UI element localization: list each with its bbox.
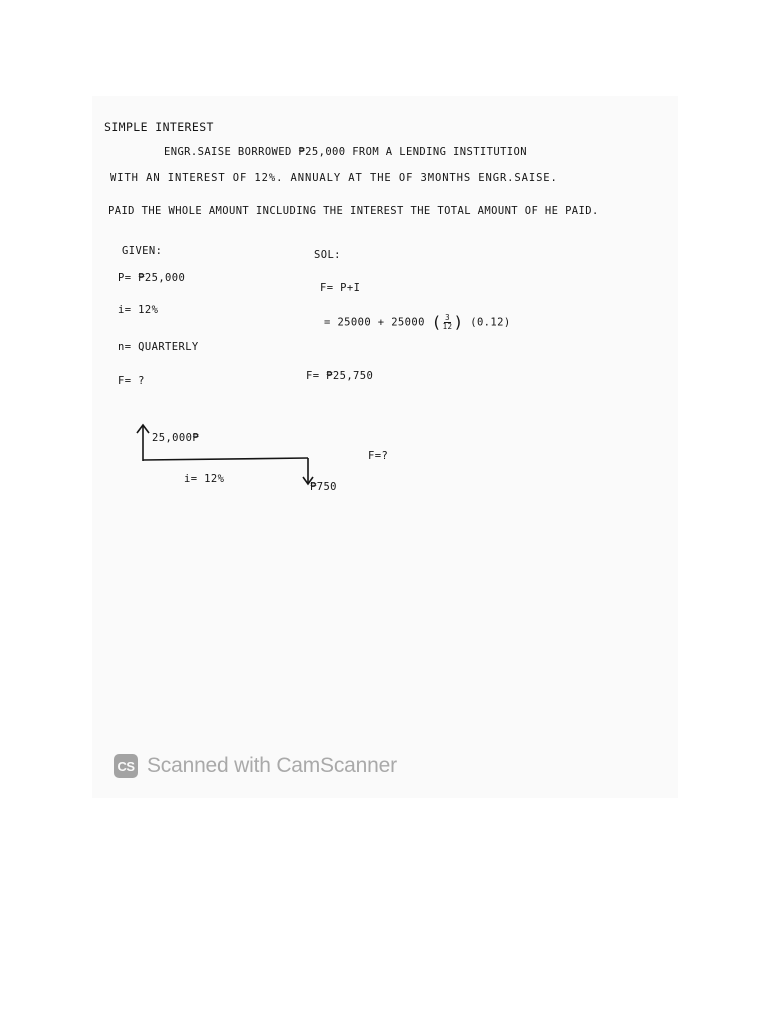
solution-answer: F= ₱25,750 bbox=[306, 370, 374, 382]
given-principal: P= ₱25,000 bbox=[118, 272, 186, 284]
cash-flow-diagram bbox=[92, 96, 678, 798]
diagram-interest: ₱750 bbox=[310, 481, 337, 493]
fraction-numerator: 3 bbox=[445, 313, 450, 322]
solution-formula: F= P+I bbox=[320, 282, 361, 294]
solution-step-suffix: (0.12) bbox=[470, 316, 511, 329]
problem-line-1: ENGR.SAISE BORROWED ₱25,000 FROM A LENDING INSTITUTION bbox=[164, 146, 527, 158]
diagram-principal: 25,000₱ bbox=[152, 432, 200, 444]
camscanner-logo-icon: CS bbox=[114, 754, 138, 778]
camscanner-watermark bbox=[114, 754, 397, 778]
scanned-page bbox=[92, 96, 678, 798]
heading: SIMPLE INTEREST bbox=[104, 120, 214, 134]
problem-line-3: PAID THE WHOLE AMOUNT INCLUDING THE INTEREST THE TOTAL AMOUNT OF HE PAID. bbox=[108, 205, 599, 217]
solution-step-prefix: = 25000 + 25000 bbox=[324, 316, 425, 329]
time-line bbox=[143, 458, 308, 460]
given-future: F= ? bbox=[118, 375, 145, 387]
diagram-rate: i= 12% bbox=[184, 473, 225, 485]
fraction-denominator: 12 bbox=[442, 321, 453, 331]
close-paren: ) bbox=[453, 312, 464, 332]
solution-label: SOL: bbox=[314, 249, 341, 261]
given-rate: i= 12% bbox=[118, 304, 159, 316]
given-label: GIVEN: bbox=[122, 245, 163, 257]
given-period: n= QUARTERLY bbox=[118, 341, 199, 353]
problem-line-2: WITH AN INTEREST OF 12%. ANNUALY AT THE OF 3MONTHS ENGR.SAISE. bbox=[110, 172, 558, 184]
camscanner-text: Scanned with CamScanner bbox=[147, 754, 397, 777]
open-paren: ( bbox=[431, 312, 442, 332]
diagram-future: F=? bbox=[368, 450, 389, 462]
